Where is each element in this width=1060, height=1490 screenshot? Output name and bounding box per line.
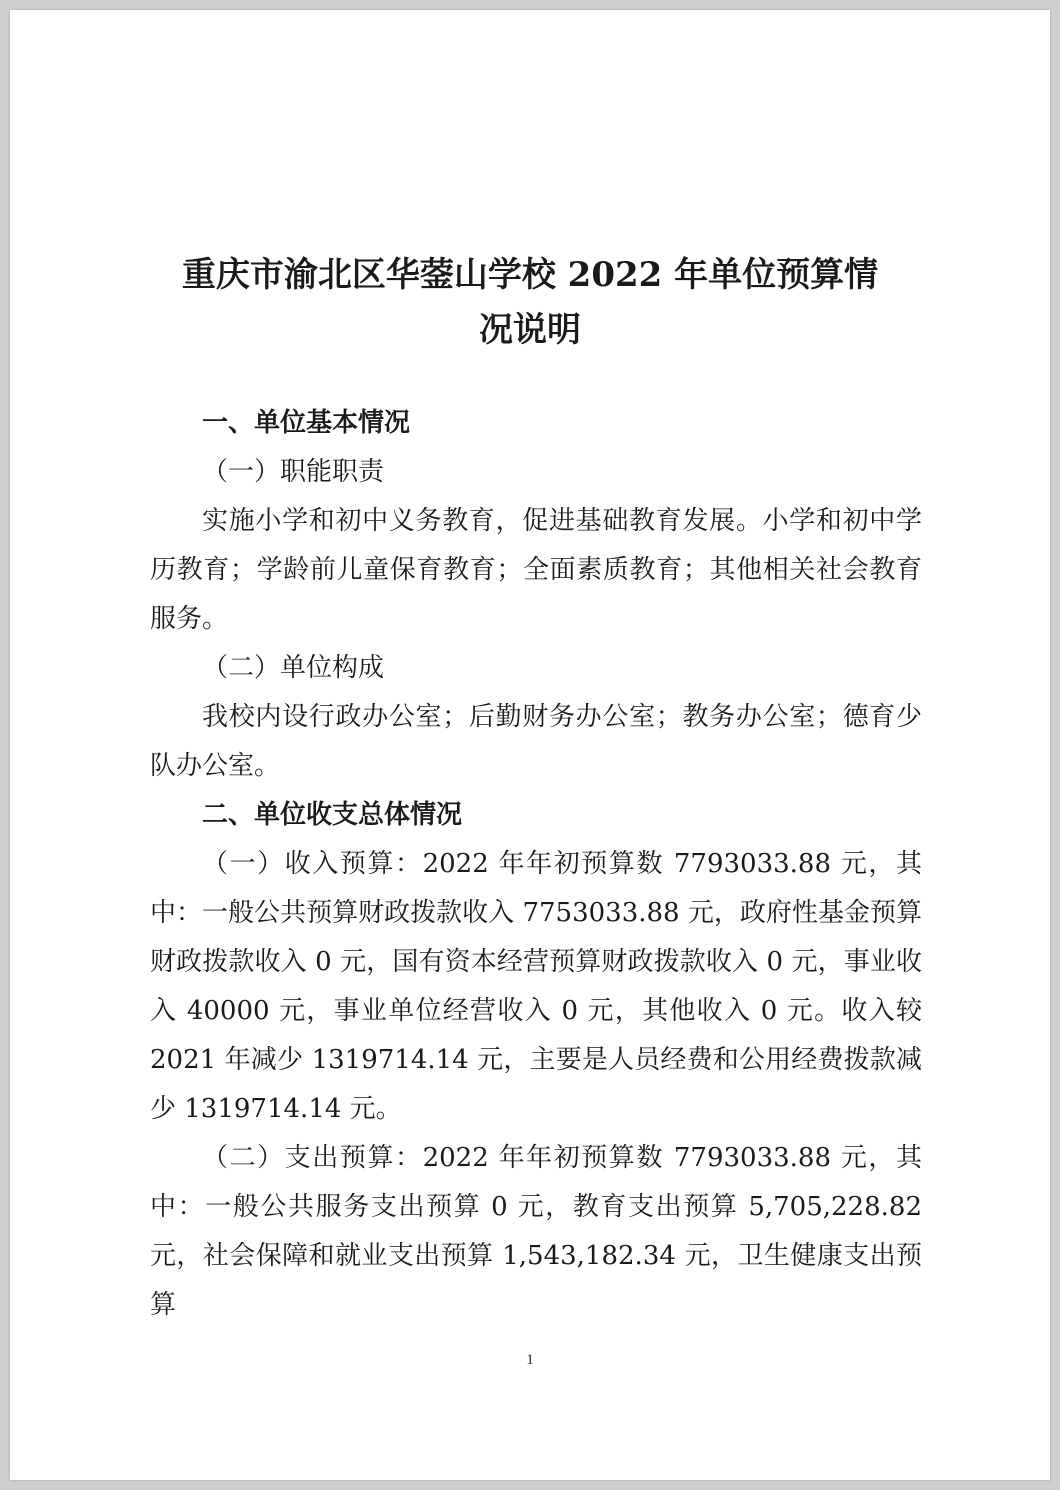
page-number: 1 (526, 1352, 534, 1368)
section-heading-basic-info: 一、单位基本情况 (202, 408, 411, 438)
subsection-heading-composition: （二）单位构成 (202, 653, 385, 683)
section-heading-overall-budget: 二、单位收支总体情况 (202, 800, 463, 830)
paragraph-income-budget: （一）收入预算：2022 年年初预算数 7793033.88 元，其中：一般公共预算财政拨款收入 7753033.88 元，政府性基金预算财政拨款收入 0 元，国有资本经营预算财政拨款收入 0 元，事业收入 40000 元，事业单位经营收入 0 元，其他收入 0 元。收入较 2021 年减少 1319714.14 元，主要是人员经费和公用经费拨款减少 1319714.14 元。 (150, 849, 922, 1124)
paragraph-expenditure-budget: （二）支出预算：2022 年年初预算数 7793033.88 元，其中：一般公共服务支出预算 0 元，教育支出预算 5,705,228.82 元，社会保障和就业支出预算 1,543,182.34 元，卫生健康支出预算 (150, 1143, 922, 1320)
document-body (150, 399, 922, 1330)
document-page (10, 10, 1050, 1480)
title-line: 况说明 (479, 310, 581, 350)
paragraph-duties: 实施小学和初中义务教育，促进基础教育发展。小学和初中学历教育；学龄前儿童保育教育；全面素质教育；其他相关社会教育服务。 (150, 506, 922, 634)
document-title (10, 248, 1050, 358)
title-line: 重庆市渝北区华蓥山学校 2022 年单位预算情 (181, 255, 879, 295)
subsection-heading-duties: （一）职能职责 (202, 457, 385, 487)
paragraph-composition: 我校内设行政办公室；后勤财务办公室；教务办公室；德育少队办公室。 (150, 702, 922, 781)
